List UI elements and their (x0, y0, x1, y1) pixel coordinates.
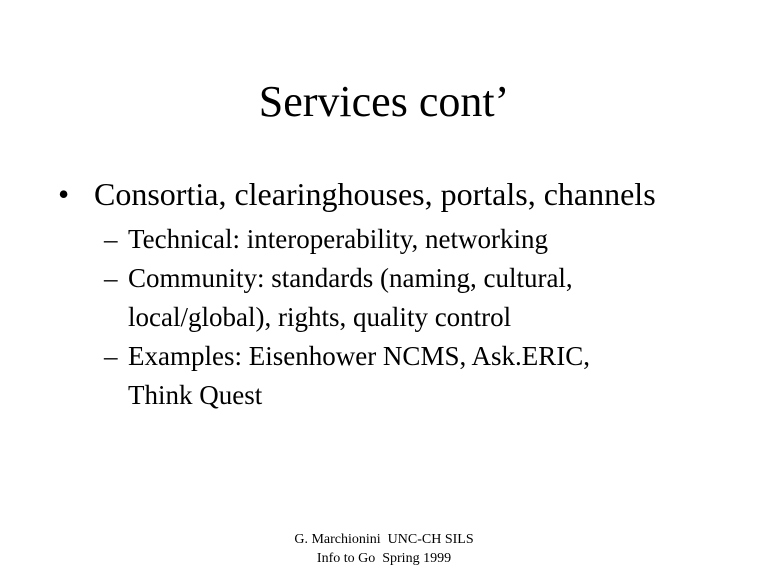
footer-course: Info to Go Spring 1999 (316, 551, 452, 566)
dash-marker: – (104, 263, 118, 293)
dash-marker: – (104, 341, 118, 371)
sub-bullet-text-continued: local/global), rights, quality control (128, 302, 512, 332)
sub-bullet-text: Examples: Eisenhower NCMS, Ask.ERIC, (128, 341, 590, 371)
slide-title: Services cont’ (258, 77, 510, 126)
sub-bullet-technical (104, 220, 724, 259)
slide-footer (0, 530, 768, 568)
main-bullet (58, 172, 656, 216)
dash-marker: – (104, 224, 118, 254)
bullet-marker: • (58, 176, 70, 212)
sub-bullet-text: Technical: interoperability, networking (128, 224, 548, 254)
footer-author: G. Marchionini UNC-CH SILS (294, 532, 474, 547)
sub-bullet-text-continued: Think Quest (128, 380, 263, 410)
sub-bullet-community (104, 259, 724, 337)
sub-bullet-examples (104, 337, 724, 415)
main-bullet-text: Consortia, clearinghouses, portals, channels (94, 176, 656, 212)
sub-bullet-list (104, 220, 724, 415)
sub-bullet-text: Community: standards (naming, cultural, (128, 263, 573, 293)
